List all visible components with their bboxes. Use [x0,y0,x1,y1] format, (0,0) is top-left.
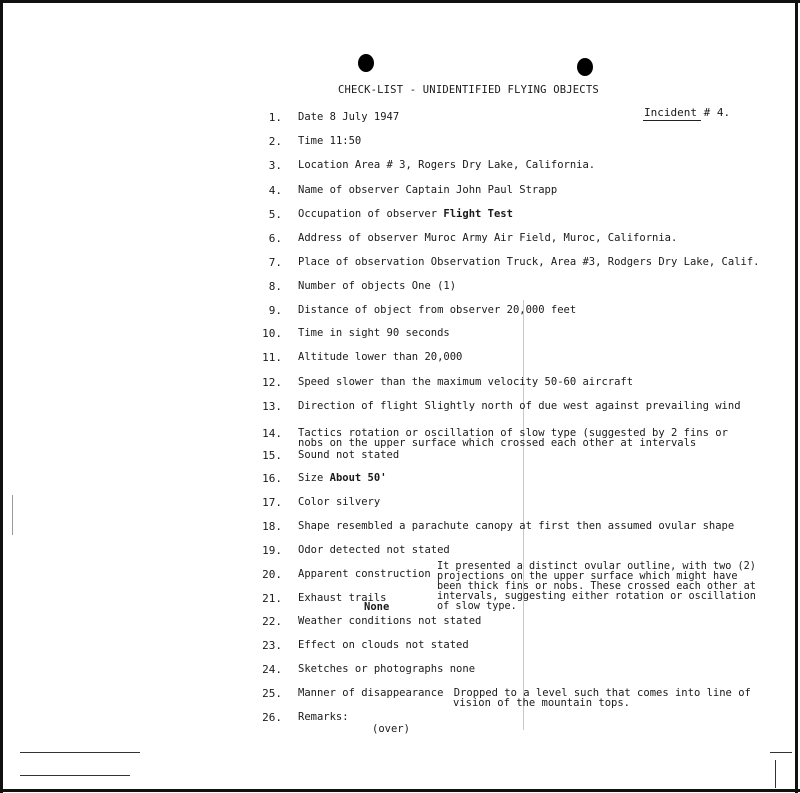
item-field [298,160,595,171]
item-number: 10. [262,327,282,340]
item-value: none [449,663,476,675]
item-field [298,616,481,627]
construction-line: intervals, suggesting either rotation or oscillation [437,591,756,602]
exhaust-trails-value: None [364,601,390,613]
punch-hole-right [577,58,593,76]
item-value: 8 July 1947 [329,111,400,123]
scan-border-right [795,0,798,793]
item-field [298,377,633,388]
item-number: 26. [262,711,282,724]
item-label: Altitude [298,351,349,363]
item-value: Slightly north of due west against prevailing wind [424,400,741,412]
item-label: Occupation of observer [298,208,438,220]
item-value: not stated [405,639,469,651]
item-number: 4. [268,184,282,197]
item-field [298,136,361,147]
item-number: 19. [262,544,282,557]
construction-line: been thick fins or nobs. These crossed each other at [437,581,756,592]
scan-border-top [0,0,800,3]
item-number: 9. [268,304,282,317]
item-label: Shape [298,520,330,532]
item-field [298,569,431,580]
item-number: 16. [262,472,282,485]
item-field [298,712,349,723]
item-field [298,328,450,339]
item-value: Flight Test [443,208,513,220]
item-label: Time [298,135,324,147]
item-value: 20,000 feet [506,304,577,316]
incident-number: Incident # 4. [644,106,731,119]
fold-crease [523,300,524,730]
incident-underline [643,120,701,121]
scan-mark [775,760,776,788]
item-label: Size [298,472,324,484]
item-field [298,233,677,244]
item-label: Sketches or photographs [298,663,444,675]
item-label: Distance of object from observer [298,304,501,316]
apparent-construction-text [437,562,756,612]
punch-hole-left [358,54,374,72]
document-title: CHECK-LIST - UNIDENTIFIED FLYING OBJECTS [338,84,599,96]
item-label: Effect on clouds [298,639,400,651]
item-number: 14. [262,427,282,440]
item-field [298,352,462,363]
item-number: 25. [262,687,282,700]
item-label: Odor detected [298,544,381,556]
over-note: (over) [372,723,410,735]
item-label: Weather conditions [298,615,412,627]
item-value: Muroc Army Air Field, Muroc, California. [424,232,678,244]
item-field [298,521,734,532]
scan-mark [12,495,13,535]
item-value: Area # 3, Rogers Dry Lake, California. [354,159,596,171]
construction-line: projections on the upper surface which might have [437,571,738,582]
item-field [298,450,399,461]
item-label: Place of observation [298,256,425,268]
item-label: Direction of flight [298,400,419,412]
item-field [298,640,469,651]
item-field [298,664,475,675]
item-number: 21. [262,592,282,605]
item-value: resembled a parachute canopy at first then assumed ovular shape [335,520,735,532]
item-value-continued: nobs on the upper surface which crossed each other at intervals [298,437,697,449]
scan-mark [770,752,792,753]
item-number: 13. [262,400,282,413]
item-label: Number of objects [298,280,406,292]
item-field [298,473,387,484]
item-value: lower than 20,000 [354,351,463,363]
construction-line: It presented a distinct ovular outline, with two (2) [437,561,756,572]
item-number: 2. [268,135,282,148]
item-label: Apparent construction [298,568,431,580]
item-label: Date [298,111,324,123]
item-number: 8. [268,280,282,293]
item-number: 22. [262,615,282,628]
item-number: 20. [262,568,282,581]
item-field [298,305,576,316]
item-value: not stated [418,615,482,627]
item-number: 18. [262,520,282,533]
item-field [298,257,760,268]
scan-mark [20,775,130,776]
item-number: 7. [268,256,282,269]
item-number: 24. [262,663,282,676]
item-label: Color [298,496,330,508]
item-number: 12. [262,376,282,389]
item-number: 17. [262,496,282,509]
scan-mark [20,752,140,753]
item-value: rotation or oscillation of slow type (suggested by 2 fins or [348,427,728,439]
item-number: 11. [262,351,282,364]
item-label: Name of observer [298,184,400,196]
item-label: Exhaust trails [298,592,387,604]
item-number: 5. [268,208,282,221]
item-value: Dropped to a level such that comes into line of [453,687,751,699]
item-number: 15. [262,449,282,462]
item-label: Tactics [298,427,343,439]
item-value: Observation Truck, Area #3, Rodgers Dry Lake, Calif. [430,256,760,268]
item-value-continued: vision of the mountain tops. [453,697,631,709]
item-field [298,401,741,412]
item-label: Speed [298,376,330,388]
item-field [298,185,557,196]
item-field [298,112,399,123]
item-value: silvery [335,496,381,508]
scan-border-bottom [0,789,800,792]
item-label: Manner of disappearance [298,687,444,699]
item-number: 3. [268,159,282,172]
item-label: Sound [298,449,330,461]
item-field [298,281,456,292]
item-label: Location [298,159,349,171]
item-number: 23. [262,639,282,652]
item-value: not stated [335,449,400,461]
item-label: Remarks: [298,711,349,723]
item-label: Address of observer [298,232,419,244]
item-field [298,545,450,556]
item-value: slower than the maximum velocity 50-60 aircraft [335,376,634,388]
scan-border-left [0,0,3,793]
item-value: 11:50 [329,135,362,147]
item-number: 6. [268,232,282,245]
item-label: Time in sight [298,327,381,339]
item-value: One (1) [411,280,457,292]
item-value: Captain John Paul Strapp [405,184,558,196]
item-value: not stated [386,544,450,556]
item-field [298,209,513,220]
item-value: 90 seconds [386,327,450,339]
construction-line: of slow type. [437,601,517,612]
item-number: 1. [268,111,282,124]
item-field [298,497,380,508]
item-value: About 50' [329,472,387,484]
